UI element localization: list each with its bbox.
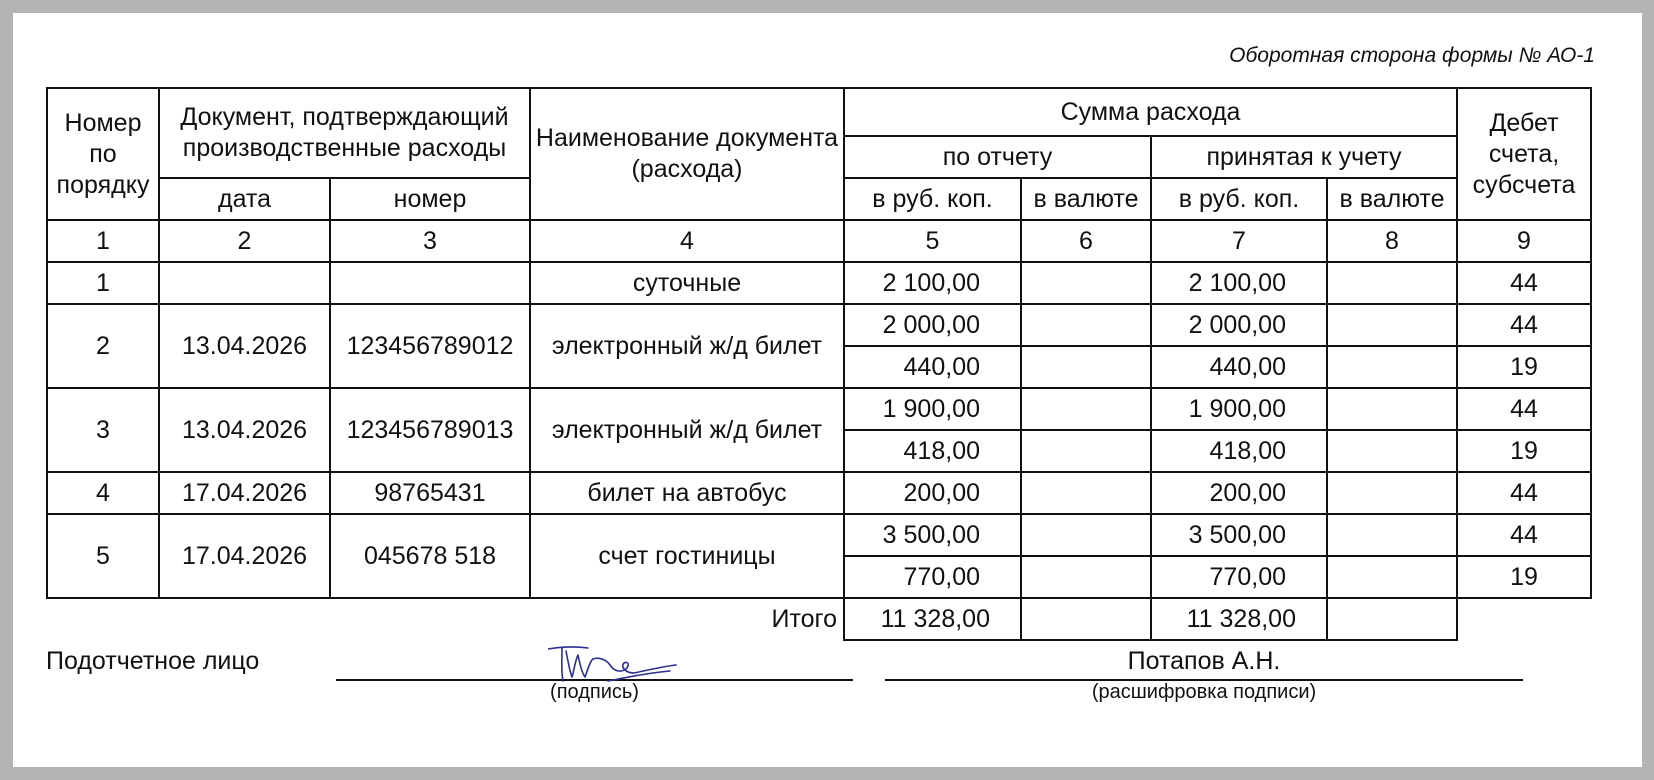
header-sum-group: Сумма расхода bbox=[844, 88, 1457, 136]
row-accepted-rub: 418,00 bbox=[1151, 430, 1327, 472]
col-index: 8 bbox=[1327, 220, 1457, 262]
row-name: электронный ж/д билет bbox=[530, 388, 844, 472]
row-debit: 44 bbox=[1457, 388, 1591, 430]
table-row bbox=[47, 514, 1591, 556]
row-accepted-currency bbox=[1327, 262, 1457, 304]
header-currency: в валюте bbox=[1021, 178, 1151, 220]
row-currency bbox=[1021, 388, 1151, 430]
row-name: билет на автобус bbox=[530, 472, 844, 514]
row-rub: 770,00 bbox=[844, 556, 1021, 598]
row-date: 13.04.2026 bbox=[159, 304, 330, 388]
row-currency bbox=[1021, 430, 1151, 472]
total-rub: 11 328,00 bbox=[844, 598, 1021, 640]
row-number: 4 bbox=[47, 472, 159, 514]
header-accepted: принятая к учету bbox=[1151, 136, 1457, 178]
row-debit: 44 bbox=[1457, 472, 1591, 514]
row-date bbox=[159, 262, 330, 304]
total-accepted-currency bbox=[1327, 598, 1457, 640]
row-rub: 440,00 bbox=[844, 346, 1021, 388]
col-index: 6 bbox=[1021, 220, 1151, 262]
col-index: 7 bbox=[1151, 220, 1327, 262]
row-number: 2 bbox=[47, 304, 159, 388]
row-accepted-rub: 770,00 bbox=[1151, 556, 1327, 598]
row-number: 5 bbox=[47, 514, 159, 598]
row-rub: 2 000,00 bbox=[844, 304, 1021, 346]
table-row bbox=[47, 304, 1591, 346]
handwritten-signature-icon bbox=[548, 643, 678, 689]
name-caption: (расшифровка подписи) bbox=[1091, 681, 1317, 703]
row-accepted-rub: 1 900,00 bbox=[1151, 388, 1327, 430]
signature-line bbox=[336, 679, 853, 681]
header-by-report: по отчету bbox=[844, 136, 1151, 178]
form-caption: Оборотная сторона формы № АО-1 bbox=[1229, 44, 1595, 67]
row-currency bbox=[1021, 556, 1151, 598]
row-number: 3 bbox=[47, 388, 159, 472]
signature-caption: (подпись) bbox=[550, 681, 639, 703]
row-accepted-rub: 2 100,00 bbox=[1151, 262, 1327, 304]
row-docnum: 123456789013 bbox=[330, 388, 530, 472]
total-row bbox=[47, 598, 1591, 640]
row-rub: 1 900,00 bbox=[844, 388, 1021, 430]
header-doc-group: Документ, подтверждающий производственные расходы bbox=[159, 88, 530, 178]
expense-table bbox=[46, 87, 1592, 641]
header-date: дата bbox=[159, 178, 330, 220]
row-docnum: 98765431 bbox=[330, 472, 530, 514]
header-name: Наименование документа (расхода) bbox=[530, 88, 844, 220]
row-docnum: 045678 518 bbox=[330, 514, 530, 598]
accountable-person-label: Подотчетное лицо bbox=[46, 647, 260, 675]
name-line bbox=[885, 679, 1523, 681]
row-date: 17.04.2026 bbox=[159, 514, 330, 598]
row-currency bbox=[1021, 346, 1151, 388]
row-accepted-rub: 200,00 bbox=[1151, 472, 1327, 514]
row-rub: 200,00 bbox=[844, 472, 1021, 514]
row-accepted-currency bbox=[1327, 514, 1457, 556]
header-rub: в руб. коп. bbox=[844, 178, 1021, 220]
row-currency bbox=[1021, 472, 1151, 514]
row-debit: 19 bbox=[1457, 556, 1591, 598]
row-name: электронный ж/д билет bbox=[530, 304, 844, 388]
row-accepted-currency bbox=[1327, 388, 1457, 430]
table-row bbox=[47, 262, 1591, 304]
person-name: Потапов А.Н. bbox=[1127, 647, 1281, 675]
total-label: Итого bbox=[771, 605, 837, 633]
header-accepted-currency: в валюте bbox=[1327, 178, 1457, 220]
row-debit: 19 bbox=[1457, 346, 1591, 388]
row-rub: 2 100,00 bbox=[844, 262, 1021, 304]
row-rub: 3 500,00 bbox=[844, 514, 1021, 556]
row-currency bbox=[1021, 304, 1151, 346]
row-debit: 44 bbox=[1457, 304, 1591, 346]
header-number: Номер по порядку bbox=[47, 88, 159, 220]
col-index: 2 bbox=[159, 220, 330, 262]
row-debit: 44 bbox=[1457, 514, 1591, 556]
row-debit: 44 bbox=[1457, 262, 1591, 304]
row-docnum: 123456789012 bbox=[330, 304, 530, 388]
col-index: 5 bbox=[844, 220, 1021, 262]
row-name: счет гостиницы bbox=[530, 514, 844, 598]
row-accepted-currency bbox=[1327, 472, 1457, 514]
total-currency bbox=[1021, 598, 1151, 640]
row-currency bbox=[1021, 514, 1151, 556]
header-debit: Дебет счета, субсчета bbox=[1457, 88, 1591, 220]
row-accepted-rub: 440,00 bbox=[1151, 346, 1327, 388]
total-blank bbox=[1457, 598, 1591, 640]
form-sheet bbox=[13, 13, 1642, 767]
row-accepted-rub: 2 000,00 bbox=[1151, 304, 1327, 346]
header-docnum: номер bbox=[330, 178, 530, 220]
col-index: 9 bbox=[1457, 220, 1591, 262]
row-name: суточные bbox=[530, 262, 844, 304]
table-row bbox=[47, 388, 1591, 430]
row-date: 13.04.2026 bbox=[159, 388, 330, 472]
row-accepted-currency bbox=[1327, 304, 1457, 346]
row-accepted-currency bbox=[1327, 556, 1457, 598]
col-index: 3 bbox=[330, 220, 530, 262]
table-row bbox=[47, 472, 1591, 514]
total-accepted-rub: 11 328,00 bbox=[1151, 598, 1327, 640]
row-date: 17.04.2026 bbox=[159, 472, 330, 514]
col-index: 1 bbox=[47, 220, 159, 262]
row-accepted-currency bbox=[1327, 430, 1457, 472]
row-currency bbox=[1021, 262, 1151, 304]
row-accepted-rub: 3 500,00 bbox=[1151, 514, 1327, 556]
row-debit: 19 bbox=[1457, 430, 1591, 472]
column-index-row bbox=[47, 220, 1591, 262]
row-rub: 418,00 bbox=[844, 430, 1021, 472]
header-accepted-rub: в руб. коп. bbox=[1151, 178, 1327, 220]
row-docnum bbox=[330, 262, 530, 304]
row-number: 1 bbox=[47, 262, 159, 304]
row-accepted-currency bbox=[1327, 346, 1457, 388]
col-index: 4 bbox=[530, 220, 844, 262]
